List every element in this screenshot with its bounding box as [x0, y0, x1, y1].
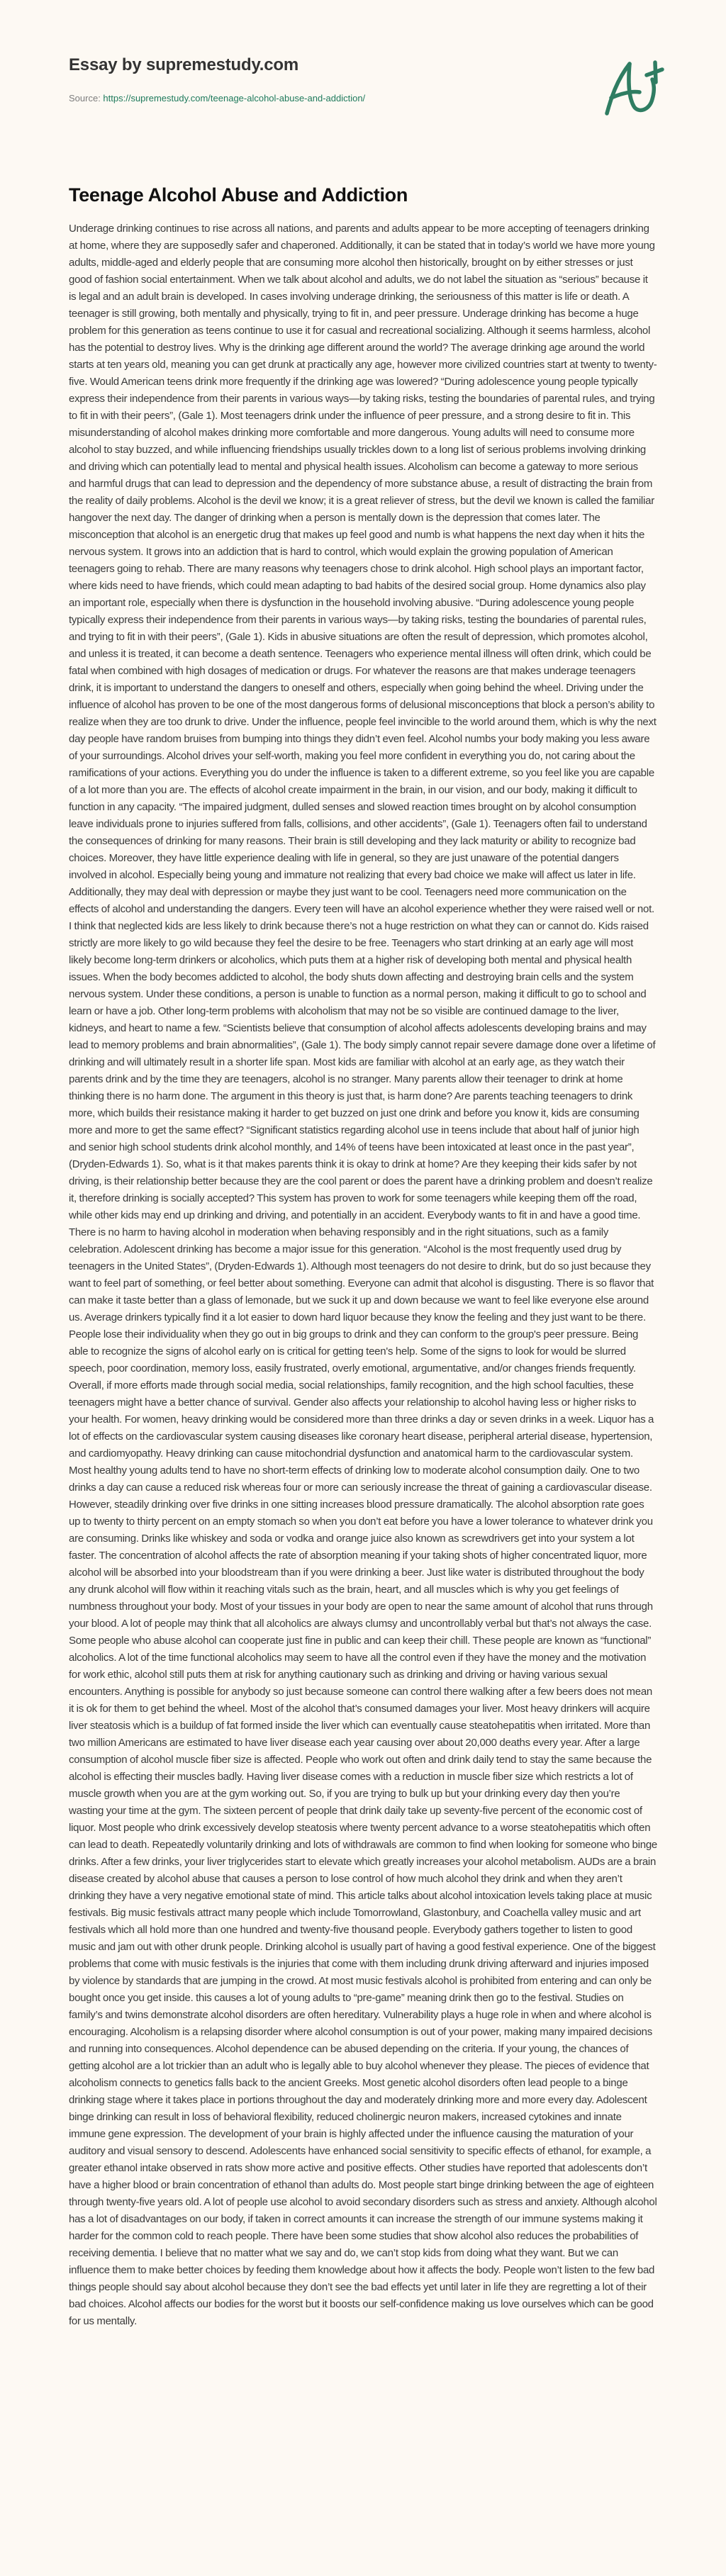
essay-body: Underage drinking continues to rise across all nations, and parents and adults appear to be more accepting of teenagers drinking at home, where they are supposedly safer and chaperoned. Additionally, it can be stated that in today’s world we have more young adults, middle-aged and elderly people that are consuming more alcohol then historically, brought on by either stresses or just good of fashion social entertainment. When we talk about alcohol and adults, we do not label the situation as “serious” because it is legal and an adult brain is developed. In cases involving underage drinking, the seriousness of this matter is life or death. A teenager is still growing, both mentally and physically, trying to fit in, and peer pressure. Underage drinking has become a huge problem for this generation as teens continue to use it for casual and recreational socializing. Although it seems harmless, alcohol has the potential to destroy lives. Why is the drinking age different around the world? The average drinking age around the world starts at ten years old, meaning you can get drunk at practically any age, however more civilized countries start at twenty to twenty-five. Would American teens drink more frequently if the drinking age was lowered? “During adolescence young people typically express their independence from their parents in various ways—by taking risks, testing the boundaries of parental rules, and trying to fit in with their peers”, (Gale 1). Most teenagers drink under the influence of peer pressure, and a strong desire to fit in. This misunderstanding of alcohol makes drinking more comfortable and more dangerous. Young adults will need to consume more alcohol to stay buzzed, and while influencing friendships usually trickles down to a long list of serious problems involving drinking and driving which can potentially lead to mental and physical health issues. Alcoholism can become a gateway to more serious and harmful drugs that can lead to depression and the dependency of more substance abuse, a result of distracting the brain from the reality of daily problems. Alcohol is the devil we know; it is a great reliever of stress, but the devil we known is called the familiar hangover the next day. The danger of drinking when a person is mentally down is the depression that comes later. The misconception that alcohol is an energetic drug that makes up feel good and numb is what happens the next day when it hits the nervous system. It grows into an addiction that is hard to control, which would explain the growing population of American teenagers going to rehab. There are many reasons why teenagers chose to drink alcohol. High school plays an important factor, where kids need to have friends, which could mean adapting to bad habits of the desired social group. Home dynamics also play an important role, especially when there is dysfunction in the household involving abusive. “During adolescence young people typically express their independence from their parents in various ways—by taking risks, testing the boundaries of parental rules, and trying to fit in with their peers”, (Gale 1). Kids in abusive situations are often the result of depression, which promotes alcohol, and unless it is treated, it can become a death sentence. Teenagers who experience mental illness will often drink, which could be fatal when combined with high dosages of medication or drugs. For whatever the reasons are that makes underage teenagers drink, it is important to understand the dangers to oneself and others, especially when going behind the wheel. Driving under the influence of alcohol has proven to be one of the most dangerous forms of delusional misconceptions that block a person’s ability to realize when they are too drunk to drive. Under the influence, people feel invincible to the world around them, which is why the next day people have random bruises from bumping into things they didn’t even feel. Alcohol numbs your body making you less aware of your surroundings. Alcohol drives your self-worth, making you feel more confident in everything you do, not caring about the ramifications of your actions. Everything you do under the influence is taken to a different extreme, so you feel like you are capable of a lot more than you are. The effects of alcohol create impairment in the brain, in our vision, and our body, making it difficult to function in any capacity. “The impaired judgment, dulled senses and slowed reaction times brought on by alcohol consumption leave individuals prone to injuries suffered from falls, collisions, and other accidents”, (Gale 1). Teenagers often fail to understand the consequences of drinking for many reasons. Their brain is still developing and they lack maturity or ability to recognize bad choices. Moreover, they have little experience dealing with life in general, so they are just unaware of the potential dangers involved in alcohol. Especially being young and immature not realizing that every bad choice we make will affect us later in life. Additionally, they may deal with depression or maybe they just want to be cool. Teenagers need more communication on the effects of alcohol and understanding the dangers. Every teen will have an alcohol experience whether they were raised well or not. I think that neglected kids are less likely to drink because there’s not a huge restriction on what they can or cannot do. Kids raised strictly are more likely to go wild because they feel the desire to be free. Teenagers who start drinking at an early age will most likely become long-term drinkers or alcoholics, which puts them at a higher risk of developing both mental and physical health issues. When the body becomes addicted to alcohol, the body shuts down affecting and destroying brain cells and the system nervous system. Under these conditions, a person is unable to function as a normal person, making it difficult to go to school and learn or have a job. Other long-term problems with alcoholism that may not be so visible are continued damage to the liver, kidneys, and heart to name a few. “Scientists believe that consumption of alcohol affects adolescents developing brains and may lead to memory problems and brain abnormalities”, (Gale 1). The body simply cannot repair severe damage done over a lifetime of drinking and will ultimately result in a shorter life span. Most kids are familiar with alcohol at an early age, as they watch their parents drink and by the time they are teenagers, alcohol is no stranger. Many parents allow their teenager to drink at home thinking there is no harm done. The argument in this theory is just that, is harm done? Are parents teaching teenagers to drink more, which builds their resistance making it harder to get buzzed on just one drink and before you know it, kids are consuming more and more to get the same effect? “Significant statistics regarding alcohol use in teens include that about half of junior high and senior high school students drink alcohol monthly, and 14% of teens have been intoxicated at least once in the past year”, (Dryden-Edwards 1). So, what is it that makes parents think it is okay to drink at home? Are they keeping their kids safer by not driving, is their relationship better because they are the cool parent or does the parent have a drinking problem and doesn’t realize it, therefore drinking is socially accepted? This system has proven to work for some teenagers while keeping them off the road, while other kids may end up drinking and driving, and potentially in an accident. Everybody wants to fit in and have a good time. There is no harm to having alcohol in moderation when behaving responsibly and in the right situations, such as a family celebration. Adolescent drinking has become a major issue for this generation. “Alcohol is the most frequently used drug by teenagers in the United States”, (Dryden-Edwards 1). Although most teenagers do not desire to drink, but do so just because they want to feel part of something, or feel better about something. Everyone can admit that alcohol is disgusting. There is so flavor that can make it taste better than a glass of lemonade, but we suck it up and down because we want to feel like everyone else around us. Average drinkers typically find it a lot easier to down hard liquor because they know the feeling and they just want to be there. People lose their individuality when they go out in big groups to drink and they can conform to the group's peer pressure. Being able to recognize the signs of alcohol early on is critical for getting teen's help. Some of the signs to look for would be slurred speech, poor coordination, memory loss, easily frustrated, overly emotional, argumentative, and/or changes friends frequently. Overall, if more efforts made through social media, social relationships, family recognition, and the high school faculties, these teenagers might have a better chance of survival. Gender also affects your relationship to alcohol having less or higher risks to your health. For women, heavy drinking would be considered more than three drinks a day or seven drinks in a week. Liquor has a lot of effects on the cardiovascular system causing diseases like coronary heart disease, peripheral arterial disease, hypertension, and cardiomyopathy. Heavy drinking can cause mitochondrial dysfunction and anatomical harm to the cardiovascular system. Most healthy young adults tend to have no short-term effects of drinking low to moderate alcohol consumption daily. One to two drinks a day can cause a reduced risk whereas four or more can seriously increase the threat of gaining a cardiovascular disease. However, steadily drinking over five drinks in one sitting increases blood pressure dramatically. The alcohol absorption rate goes up to twenty to thirty percent on an empty stomach so when you don’t eat before you have a lower tolerance to whatever drink you are consuming. Drinks like whiskey and soda or vodka and orange juice also known as screwdrivers get into your system a lot faster. The concentration of alcohol affects the rate of absorption meaning if your taking shots of higher concentrated liquor, more alcohol will be absorbed into your bloodstream than if you were drinking a beer. Just like water is distributed throughout the body any drunk alcohol will flow within it reaching vitals such as the brain, heart, and all muscles which is why you get feelings of numbness throughout your body. Most of your tissues in your body are open to near the same amount of alcohol that runs through your blood. A lot of people may think that all alcoholics are always clumsy and uncontrollably verbal but that’s not always the case. Some people who abuse alcohol can cooperate just fine in public and can keep their chill. These people are known as “functional” alcoholics. A lot of the time functional alcoholics may seem to have all the control even if they have the money and the motivation for work ethic, alcohol still puts them at risk for anything cautionary such as drinking and driving or having various sexual encounters. Anything is possible for anybody so just because someone can control there walking after a few beers does not mean it is ok for them to get behind the wheel. Most of the alcohol that’s consumed damages your liver. Most heavy drinkers will acquire liver steatosis which is a buildup of fat formed inside the liver which can eventually cause steatohepatitis when irritated. More than two million Americans are estimated to have liver disease each year causing over about 20,000 deaths every year. After a large consumption of alcohol muscle fiber size is affected. People who work out often and drink daily tend to stay the same because the alcohol is effecting their muscles badly. Having liver disease comes with a reduction in muscle fiber size which restricts a lot of muscle growth when you are at the gym working out. So, if you are trying to bulk up but your drinking every day then you’re wasting your time at the gym. The sixteen percent of people that drink daily take up seventy-five percent of the economic cost of liquor. Most people who drink excessively develop steatosis where twenty percent advance to a worse steatohepatitis which often can lead to death. Repeatedly voluntarily drinking and lots of withdrawals are common to find when looking for someone who binge drinks. After a few drinks, your liver triglycerides start to elevate which greatly increases your alcohol metabolism. AUDs are a brain disease created by alcohol abuse that causes a person to lose control of how much alcohol they drink and when they aren’t drinking they have a very negative emotional state of mind. This article talks about alcohol intoxication levels taking place at music festivals. Big music festivals attract many people which include Tomorrowland, Glastonbury, and Coachella valley music and art festivals which all hold more than one hundred and twenty-five thousand people. Everybody gathers together to listen to good music and jam out with other drunk people. Drinking alcohol is usually part of having a good festival experience. One of the biggest problems that come with music festivals is the injuries that come with them including drunk driving afterward and injuries imposed by violence by standards that are jumping in the crowd. At most music festivals alcohol is prohibited from entering and can only be bought once you get inside. this causes a lot of young adults to “pre-game” meaning drink then go to the festival. Studies on family’s and twins demonstrate alcohol disorders are often hereditary. Vulnerability plays a huge role in when and where alcohol is encouraging. Alcoholism is a relapsing disorder where alcohol consumption is out of your power, making many impaired decisions and running into consequences. Alcohol dependence can be abused depending on the criteria. If your young, the chances of getting alcohol are a lot trickier than an adult who is legally able to buy alcohol whenever they please. The pieces of evidence that alcoholism connects to genetics falls back to the ancient Greeks. Most genetic alcohol disorders often lead people to a binge drinking stage where it takes place in portions throughout the day and moderately drinking more and more every day. Adolescent binge drinking can result in loss of behavioral flexibility, reduced cholinergic neuron makers, increased cytokines and innate immune gene expression. The development of your brain is highly affected under the influence causing the maturation of your auditory and visual sensory to descend. Adolescents have enhanced social sensitivity to specific effects of ethanol, for example, a greater ethanol intake observed in rats show more active and positive effects. Other studies have reported that adolescents don’t have a higher blood or brain concentration of ethanol than adults do. Most people start binge drinking between the age of eighteen through twenty-five years old. A lot of people use alcohol to avoid secondary disorders such as stress and anxiety. Although alcohol has a lot of disadvantages on our body, if taken in correct amounts it can increase the strength of our immune systems making it harder for the common cold to reach people. There have been some studies that show alcohol also reduces the probabilities of receiving dementia. I believe that no matter what we say and do, we can’t stop kids from doing what they want. But we can influence them to make better choices by feeding them knowledge about how it affects the body. People won’t listen to the few bad things people should say about alcohol because they don’t see the bad effects yet until later in life they are regretting a lot of their bad choices. Alcohol affects our bodies for the worst but it boosts our self-confidence making us love ourselves which can be good for us mentally.: [69, 223, 658, 2327]
site-title: Essay by supremestudy.com: [69, 55, 299, 74]
source-line: [69, 92, 657, 105]
essay-article: [69, 181, 657, 2330]
source-link[interactable]: https://supremestudy.com/teenage-alcohol-abuse-and-addiction/: [103, 93, 366, 103]
page-header: [69, 51, 657, 105]
essay-title: Teenage Alcohol Abuse and Addiction: [69, 184, 408, 206]
a-plus-grade-icon: [587, 48, 672, 119]
source-label: Source:: [69, 93, 104, 103]
